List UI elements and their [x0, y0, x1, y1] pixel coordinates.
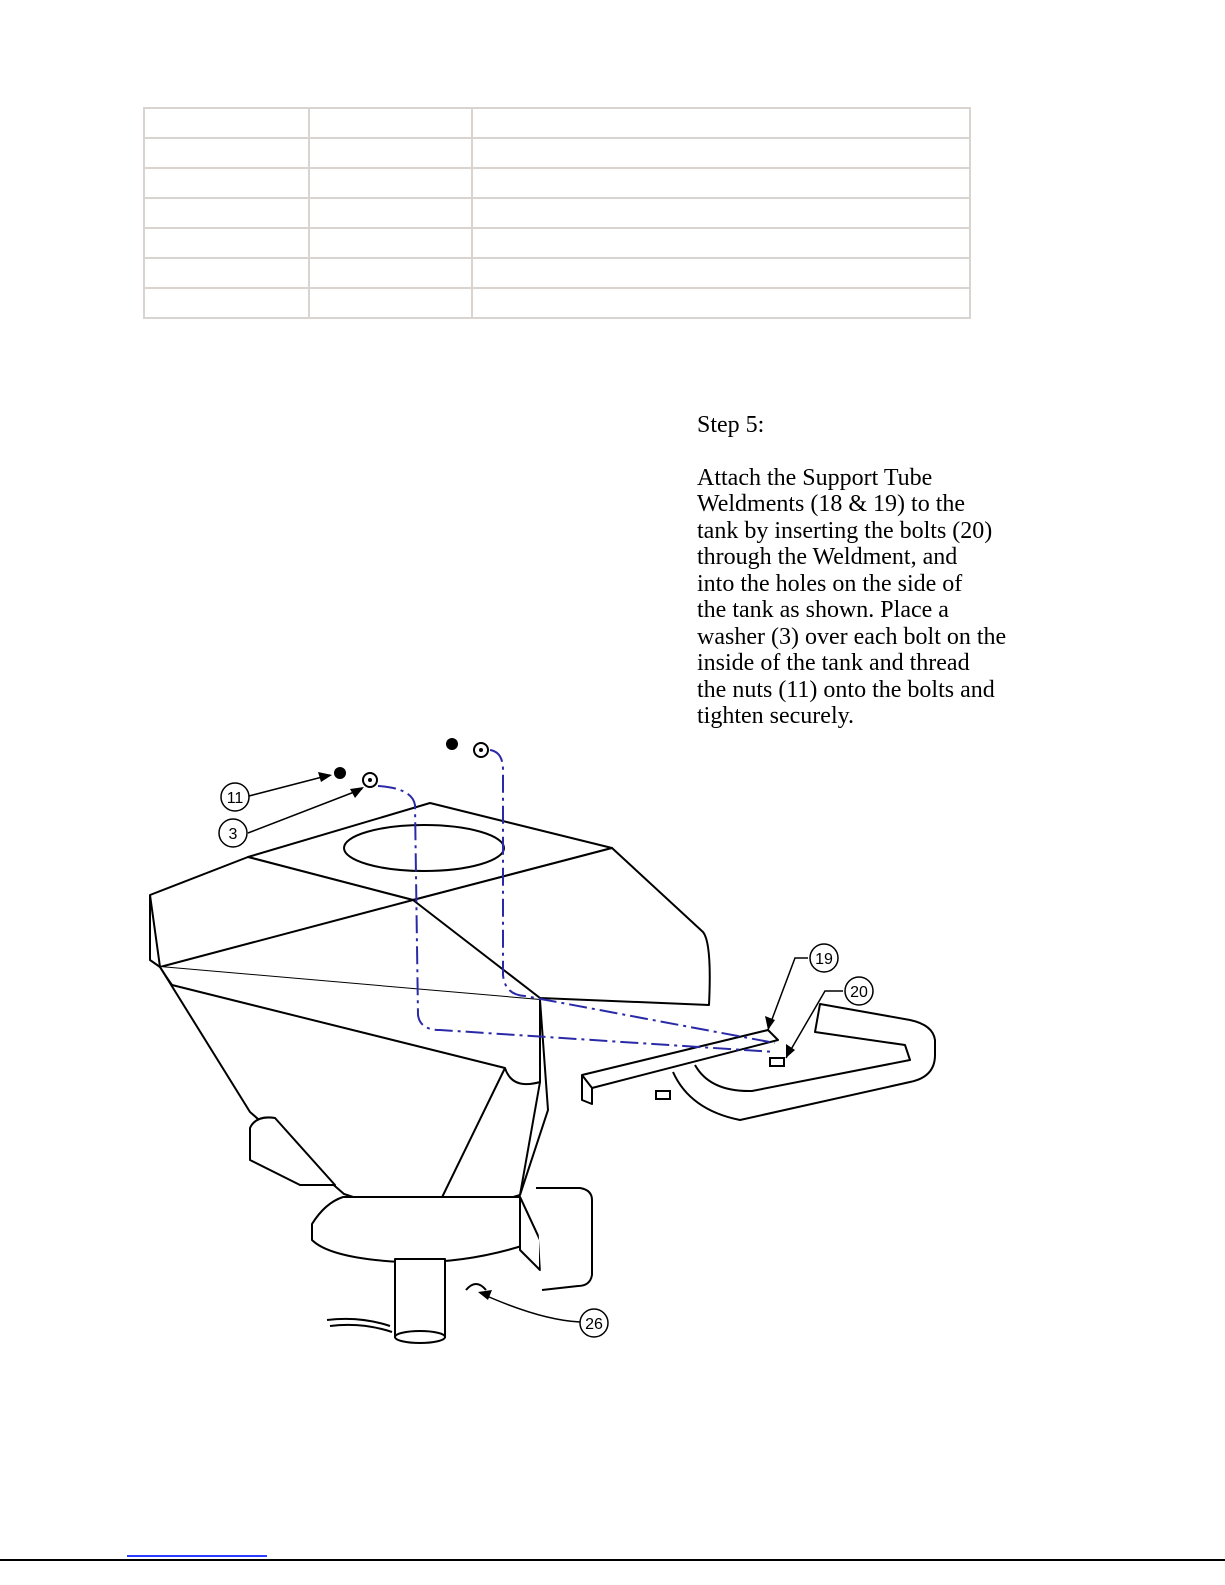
callout-19 — [810, 944, 838, 972]
callout-3-label: 3 — [228, 826, 238, 843]
callout-11 — [221, 783, 249, 811]
callout-20-label: 20 — [850, 984, 868, 1001]
step-body: Attach the Support Tube Weldments (18 & 19) to the tank by inserting the bolts (20) through the Weldment, and into the holes on the side of the tank as shown. Place a washer (3) over each bolt on the inside of the tank and thread the nuts (11) onto the bolts and tighten securely. — [697, 464, 1007, 729]
callout-26 — [580, 1309, 608, 1337]
callout-26-label: 26 — [585, 1316, 603, 1333]
callout-20 — [845, 977, 873, 1005]
support-tube-weldment — [582, 1004, 935, 1120]
callout-3 — [219, 819, 247, 847]
step-title: Step 5: — [697, 412, 765, 438]
callout-19-label: 19 — [815, 951, 833, 968]
footer-rule — [0, 1559, 1225, 1561]
callout-11-label: 11 — [226, 790, 244, 807]
footer-link-underline[interactable] — [127, 1555, 267, 1557]
